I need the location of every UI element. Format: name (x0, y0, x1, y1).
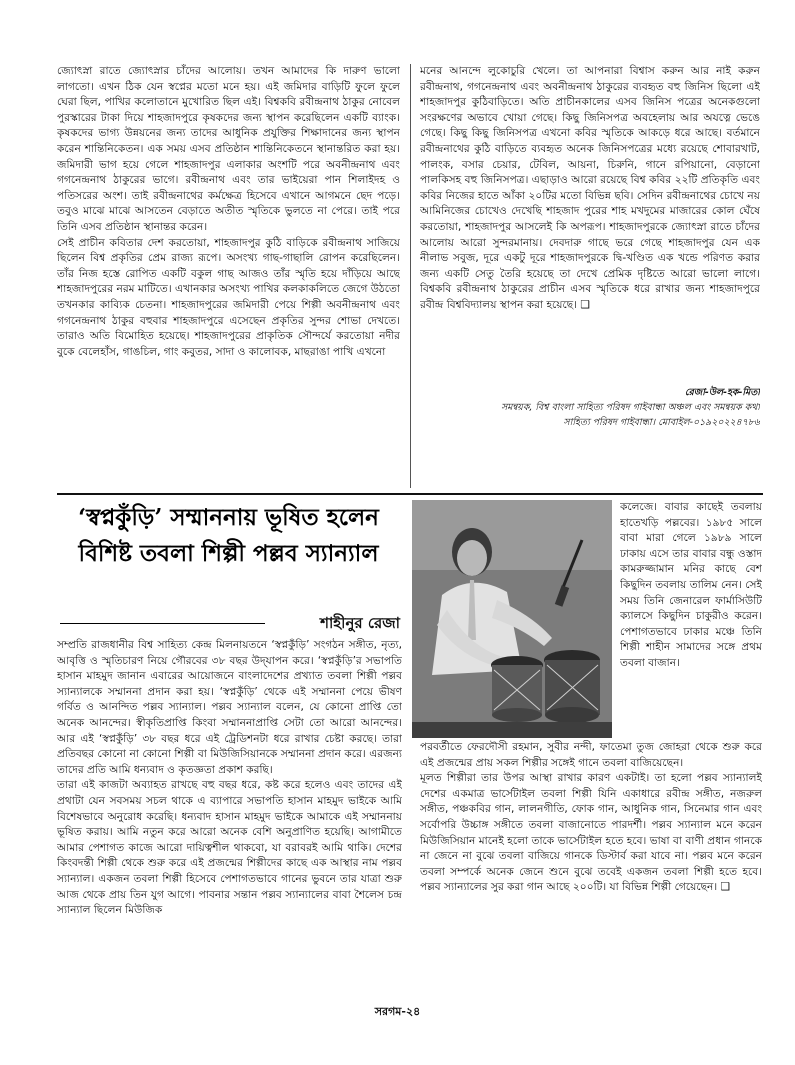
byline-org-phone: সাহিত্য পরিষদ গাইবান্ধা। মোবাইল-০১৯২০২২৪৭৮৬ (563, 417, 760, 428)
article-headline: ‘স্বপ্নকুঁড়ি’ সম্মাননায় ভূষিত হলেন বিশিষ্ট তবলা শিল্পী পল্লব স্যান্যাল (78, 504, 379, 567)
top-left-column (57, 64, 400, 494)
top-right-column (420, 64, 760, 384)
bottom-right-paragraph-2: মূলত শিল্পীরা তার উপর আস্থা রাখার কারণ একটাই। তা হলো পল্লব স্যান্যালই দেশের একমাত্র ভার্সেটাইল তবলা শিল্পী যিনি একাধারে রবীন্দ্র সঙ্গীত, নজরুল সঙ্গীত, পঞ্চকবির গান, লালনগীতি, ফোক গান, আধুনিক গান, সিনেমার গান এবং সর্বোপরি উচ্চাঙ্গ সঙ্গীতে তবলা বাজানোতে পারদর্শী। পল্লব স্যান্যাল মনে করেন মিউজিসিয়ান মানেই হলো তাকে ভার্সেটাইল হতে হবে। ভাষা বা বাণী প্রধান গানকে না জেনে না বুঝে তবলা বাজিয়ে গানকে ডিস্টার্ব করা যাবে না। পল্লব মনে করেন তবলা সম্পর্কে অনেক জেনে শুনে বুঝে তবেই একজন তবলা শিল্পী হতে হবে। পল্লব স্যান্যালের সুর করা গান আছে ২০০টি। যা বিভিন্ন শিল্পী গেয়েছেন। ❑ (420, 772, 762, 894)
byline-name: রেজা-উল-হক-মিতা (684, 387, 760, 398)
bottom-right-paragraph-1: পরবর্তীতে ফেরদৌসী রহমান, সুবীর নন্দী, ফাতেমা তুজ জোহরা থেকে শুরু করে এই প্রজন্মের প্রায় সকল শিল্পীর সঙ্গেই গানে তবলা বাজিয়েছেন। (420, 741, 762, 769)
bottom-left-paragraph-1: সম্প্রতি রাজধানীর বিশ্ব সাহিত্য কেন্দ্র মিলনায়তনে ‘স্বপ্নকুঁড়ি’ সংগঠন সঙ্গীত, নৃত্য, আবৃত্তি ও স্মৃতিচারণ নিয়ে গৌরবের ৩৮ বছর উদ্‌যাপন করে। ‘স্বপ্নকুঁড়ি’র সভাপতি হাসান মাহমুদ জানান এবারের আয়োজনে বাংলাদেশের প্রখ্যাত তবলা শিল্পী পল্লব স্যান্যালকে সম্মাননা প্রদান করা হয়। ‘স্বপ্নকুঁড়ি’ থেকে এই সম্মাননা পেয়ে ভীষণ গর্বিত ও আনন্দিত পল্লব স্যান্যাল। পল্লব স্যান্যাল বলেন, যে কোনো প্রাপ্তি তো অনেক আনন্দের। স্বীকৃতিপ্রাপ্তি কিংবা সম্মাননাপ্রাপ্তি সেটা তো আরো আনন্দের। আর এই ‘স্বপ্নকুঁড়ি’ ৩৮ বছর ধরে এই ট্রেডিশনটা ধরে রাখার চেষ্টা করছে। তারা প্রতিবছর কোনো না কোনো শিল্পী বা মিউজিসিয়ানকে সম্মাননা প্রদান করে। এরজন্য তাদের প্রতি আমি ধন্যবাদ ও কৃতজ্ঞতা প্রকাশ করছি। (57, 639, 402, 776)
bottom-right-narrow-paragraph: কলেজে। বাবার কাছেই তবলায় হাতেখড়ি পল্লবের। ১৯৮৫ সালে বাবা মারা গেলে ১৯৮৯ সালে ঢাকায় এসে তার বাবার বন্ধু ওস্তাদ কামরুজ্জামান মনির কাছে বেশ কিছুদিন তবলায় তালিম নেন। সেই সময় তিনি জেনারেল ফার্মাসিউটি ক্যালসে কিছুদিন চাকুরীও করেন। পেশাগতভাবে ঢাকার মঞ্চে তিনি শিল্পী শাহীন সামাদের সঙ্গে প্রথম তবলা বাজান। (620, 501, 762, 669)
author-row (60, 612, 400, 634)
bottom-right-narrow-column (620, 500, 762, 740)
page-footer: সরগম-২৪ (374, 1005, 421, 1018)
vertical-divider (410, 64, 411, 488)
author-rule (60, 623, 265, 624)
section-divider (57, 493, 763, 495)
tabla-player-photo (412, 500, 612, 738)
bottom-left-column (57, 638, 402, 976)
top-left-paragraph-1: জ্যোৎস্না রাতে জ্যোৎস্নার চাঁদের আলোয়। তখন আমাদের কি দারুণ ভালো লাগতো। এখন ঠিক যেন স্বপ্নের মতো মনে হয়। এই জমিদার বাড়িটি ফুলে ফুলে ঘেরা ছিল, পাখির কলোতানে মুখোরিত ছিল এই। বিশ্বকবি রবীন্দ্রনাথ ঠাকুর নোবেল পুরস্কারের টাকা দিয়ে শাহজাদপুরে কৃষকদের জন্য স্থাপন করেছিলেন একটি ব্যাংক। কৃষকদের ভাগ্য উন্নয়নের জন্য তাদের আধুনিক প্রযুক্তির শিক্ষাদানের জন্য স্থাপন করেন শান্তিনিকেতন। এক সময় এসব প্রতিষ্ঠান শান্তিনিকেতনে স্থানান্তরিত করা হয়। জমিদারী ভাগ হয়ে গেলে শাহজাদপুর এলাকার অংশটি পরে অবনীন্দ্রনাথ এবং গগনেন্দ্রনাথ ঠাকুরের ভাগে। রবীন্দ্রনাথ এবং তার ভাইয়েরা পান শিলাইদহ ও পতিসরের অংশ। তাই রবীন্দ্রনাথের কর্মক্ষেত্র হিসেবে এখানে আগমনে ছেদ পড়ে। তবুও মাঝে মাঝে আসতেন বেড়াতে অতীত স্মৃতিকে ভুলতে না পেরে। তাই পরে তিনি এসব প্রতিষ্ঠান স্থানান্তর করেন। (57, 65, 400, 233)
bottom-right-column (420, 740, 762, 976)
tabla-player-illustration (412, 500, 612, 738)
top-left-paragraph-2: সেই প্রাচীন কবিতার দেশ করতোয়া, শাহজাদপুর কুঠি বাড়িকে রবীন্দ্রনাথ সাজিয়ে ছিলেন বিশ্ব প্রকৃতির প্রেম রাজ্য রূপে। অসংখ্য গাছ-গাছালি রোপন করেছিলেন। তাঁর নিজ হস্তে রোপিত একটি বকুল গাছ আজও তাঁর স্মৃতি হয়ে দাঁড়িয়ে আছে শাহজাদপুরের নরম মাটিতে। এখানকার অসংখ্য পাখির কলকাকলিতে জেগে উঠতো তখনকার কাব্যিক চেতনা। শাহজাদপুরের জমিদারী পেয়ে শিল্পী অবনীন্দ্রনাথ এবং গগনেন্দ্রনাথ ঠাকুর বহুবার শাহজাদপুরে এসেছেন প্রকৃতির সুন্দর শোভা দেখতে। তারাও অতি বিমোহিত হয়েছে। শাহজাদপুরের প্রাকৃতিক সৌন্দর্যে করতোয়া নদীর বুকে বেলেহাঁস, গাঙচিল, গাং কবুতর, সাদা ও কালোবক, মাছরাঙা পাখি এখনো (57, 236, 400, 358)
top-right-paragraph: মনের আনন্দে লুকোচুরি খেলে। তা আপনারা বিশ্বাস করুন আর নাই করুন রবীন্দ্রনাথ, গগনেন্দ্রনাথ এবং অবনীন্দ্রনাথ ঠাকুরের ব্যবহৃত বহু জিনিস ছিলো এই শাহজাদপুর কুঠিবাড়িতে। অতি প্রাচীনকালের এসব জিনিস পত্রের অনেকগুলো সংরক্ষণের অভাবে খোয়া গেছে। কিছু জিনিসপত্র অবহেলায় আর অযত্নে ভেঙে গেছে। কিছু কিছু জিনিসপত্র এখনো কবির স্মৃতিকে আকড়ে ধরে আছে। বর্তমানে রবীন্দ্রনাথের কুঠি বাড়িতে ব্যবহৃত অনেক জিনিসপত্রের মধ্যে রয়েছে শোবারখাট, পালংক, বসার চেয়ার, টেবিল, আয়না, চিরুনি, গানে রপিয়ানো, বেড়ানো পালকিসহ বহু জিনিসপত্র। এছাড়াও আরো রয়েছে বিশ্ব কবির ২২টি প্রতিকৃতি এবং কবির নিজের হাতে আঁকা ২০টির মতো বিভিন্ন ছবি। সেদিন রবীন্দ্রনাথের চোখে নয় আমিনিজের চোখেও দেখেছি শাহজাদ পুরের শাহ মখদুমের মাজারের কোল ঘেঁষে করতোয়া, শাহজাদপুর আসলেই কি অপরূপ। শাহজাদপুরকে জ্যোৎস্না রাতে চাঁদের আলোয় আরো সুন্দরমানায়। দেবদারু গাছে ভরে গেছে শাহজাদপুর যেন এক নীলাভ সবুজ, দূরে একটু দূরে শাহজাদপুরকে দ্বি-খণ্ডিত এক খন্ডে পরিণত করার জন্য একটি সেতু তৈরি হয়েছে তা দেখে প্রেমিক দৃষ্টিতে আরো ভালো লাগে। বিশ্বকবি রবীন্দ্রনাথ ঠাকুরের প্রাচীন এসব স্মৃতিকে ধরে রাখার জন্য শাহজাদপুরে রবীন্দ্র বিশ্ববিদ্যালয় স্থাপন করা হয়েছে। ❑ (420, 65, 760, 311)
bottom-left-paragraph-2: তারা এই কাজটা অব্যাহত রাখছে বহু বছর ধরে, কষ্ট করে হলেও এবং তাদের এই প্রথাটা যেন সবসময় সচল থাকে এ ব্যাপারে সভাপতি হাসান মাহমুদ ভাইকে আমি বিশেষভাবে অনুরোধ করেছি। ধন্যবাদ হাসান মাহমুদ ভাইকে আমাকে এই সম্মাননায় ভূষিত করায়। আমি নতুন করে আরো অনেক বেশি অনুপ্রাণিত হয়েছি। আগামীতে আমার পেশাগত কাজে আরো দায়িত্বশীল থাকবো, যা বরাবরই আমি থাকি। দেশের কিংবদন্তী শিল্পী থেকে শুরু করে এই প্রজন্মের শিল্পীদের কাছে এক আস্থার নাম পল্লব স্যান্যাল। একজন তবলা শিল্পী হিসেবে পেশাগতভাবে গানের ভুবনে তার যাত্রা শুরু আজ থেকে প্রায় তিন যুগ আগে। পাবনার সন্তান পল্লব স্যান্যালের বাবা শৈলেস চন্দ্র স্যান্যাল ছিলেন মিউজিক (57, 779, 402, 917)
byline-block (420, 385, 760, 430)
author-name: শাহীনুর রেজা (320, 614, 400, 632)
byline-role: সমন্বয়ক, বিশ্ব বাংলা সাহিত্য পরিষদ গাইবান্ধা অঞ্চল এবং সমন্বয়ক কথা (500, 402, 760, 413)
